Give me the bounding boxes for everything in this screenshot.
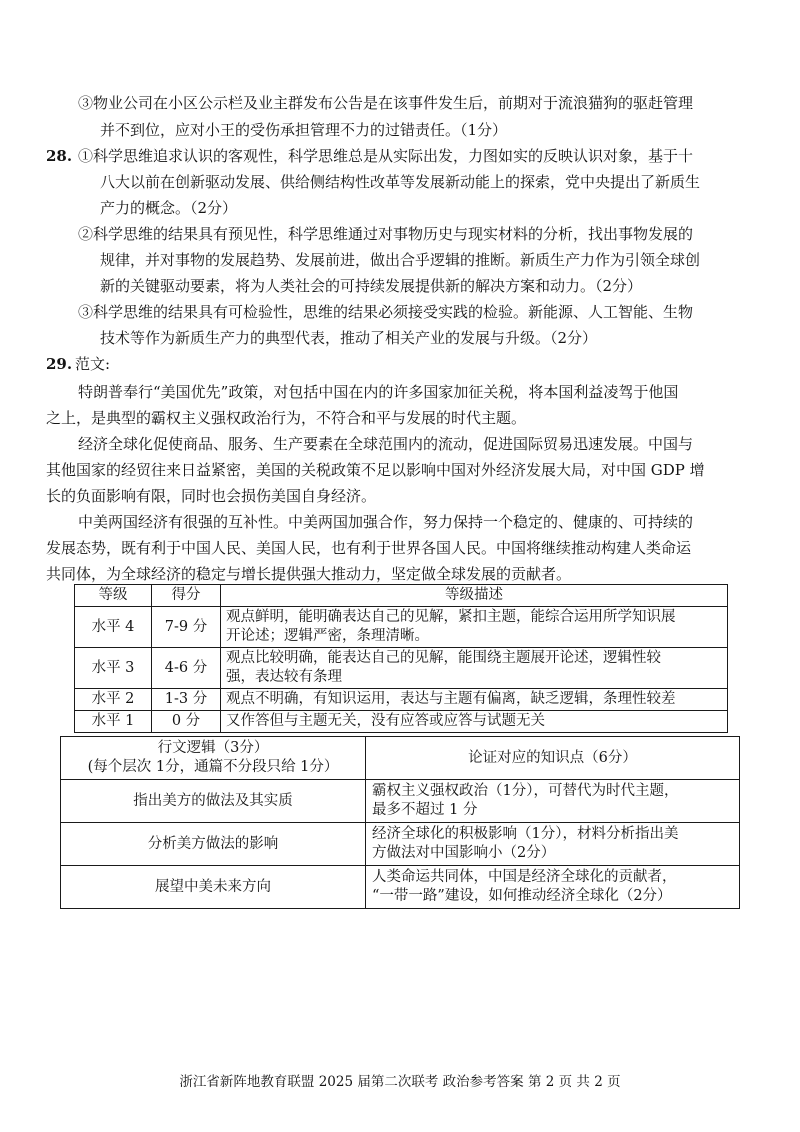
grade-desc (221, 648, 728, 689)
q29-number: 29. (46, 355, 73, 373)
grade-desc-line: 观点比较明确，能表达自己的见解，能围绕主题展开论述，逻辑性较 (226, 650, 661, 666)
q29-para1-line2: 之上，是典型的霸权主义强权政治行为，不符合和平与发展的时代主题。 (46, 409, 527, 427)
knowledge-point-line: 经济全球化的积极影响（1分），材料分析指出美 (372, 826, 679, 842)
q29-para3-line1: 中美两国经济有很强的互补性。中美两国加强合作，努力保持一个稳定的、健康的、可持续的 (78, 513, 694, 531)
table-row (61, 823, 740, 866)
knowledge-point (366, 823, 740, 866)
grade-desc-line: 观点鲜明，能明确表达自己的见解，紧扣主题，能综合运用所学知识展 (226, 609, 676, 625)
q28-item1-line1: ①科学思维追求认识的客观性，科学思维总是从实际出发，力图如实的反映认识对象，基于十 (78, 147, 694, 165)
grade-level: 水平 4 (75, 607, 152, 648)
knowledge-point-line: 人类命运共同体，中国是经济全球化的贡献者， (372, 869, 677, 885)
grade-level: 水平 1 (75, 711, 152, 733)
q29-para2-line2: 其他国家的经贸往来日益紧密，美国的关税政策不足以影响中国对外经济发展大局，对中国 GDP 增 (46, 461, 705, 479)
grade-table (74, 584, 728, 733)
grade-header-desc: 等级描述 (221, 585, 728, 607)
grade-score: 0 分 (152, 711, 221, 733)
table-row (61, 866, 740, 909)
q28-number: 28. (46, 147, 73, 165)
q28-item3-line2: 技术等作为新质生产力的典型代表，推动了相关产业的发展与升级。（2分） (100, 329, 598, 347)
grade-level: 水平 3 (75, 648, 152, 689)
knowledge-point (366, 780, 740, 823)
q29-para1-line1: 特朗普奉行“美国优先”政策，对包括中国在内的许多国家加征关税，将本国利益凌驾于他国 (78, 383, 679, 401)
grade-level: 水平 2 (75, 689, 152, 711)
q27-item3-line2: 并不到位，应对小王的受伤承担管理不力的过错责任。（1分） (100, 121, 508, 139)
grade-score: 4-6 分 (152, 648, 221, 689)
grade-header-score: 得分 (152, 585, 221, 607)
grade-header-level: 等级 (75, 585, 152, 607)
q27-item3-line1: ③物业公司在小区公示栏及业主群发布公告是在该事件发生后，前期对于流浪猫狗的驱赶管理 (78, 94, 694, 112)
q29-para2-line3: 长的负面影响有限，同时也会损伤美国自身经济。 (46, 487, 377, 505)
knowledge-point-line: “一带一路”建设，如何推动经济全球化（2分） (372, 888, 672, 904)
grade-desc-line: 强，表达较有条理 (226, 669, 342, 685)
grade-table-header-row (75, 585, 728, 607)
table-row (75, 689, 728, 711)
table-row (75, 607, 728, 648)
q28-item2-line1: ②科学思维的结果具有预见性，科学思维通过对事物历史与现实材料的分析，找出事物发展的 (78, 225, 694, 243)
logic-step: 展望中美未来方向 (61, 866, 366, 909)
knowledge-point (366, 866, 740, 909)
q28-item3-line1: ③科学思维的结果具有可检验性，思维的结果必须接受实践的检验。新能源、人工智能、生物 (78, 303, 694, 321)
grade-desc: 又作答但与主题无关，没有应答或应答与试题无关 (221, 711, 728, 733)
grade-desc (221, 607, 728, 648)
q29-heading: 范文: (75, 355, 111, 373)
logic-header-left-line2: (每个层次 1分，通篇不分段只给 1分） (87, 759, 339, 775)
q28-item2-line2: 规律，并对事物的发展趋势、发展前进，做出合乎逻辑的推断。新质生产力作为引领全球创 (100, 251, 701, 269)
grade-score: 1-3 分 (152, 689, 221, 711)
q28-item1-line2: 八大以前在创新驱动发展、供给侧结构性改革等发展新动能上的探索，党中央提出了新质生 (100, 173, 701, 191)
logic-header-right: 论证对应的知识点（6分） (366, 737, 740, 780)
grade-desc: 观点不明确，有知识运用，表达与主题有偏离，缺乏逻辑，条理性较差 (221, 689, 728, 711)
q29-para3-line3: 共同体，为全球经济的稳定与增长提供强大推动力，坚定做全球发展的贡献者。 (46, 565, 572, 583)
logic-table (60, 736, 740, 909)
logic-step: 指出美方的做法及其实质 (61, 780, 366, 823)
grade-score: 7-9 分 (152, 607, 221, 648)
table-row (61, 780, 740, 823)
logic-step: 分析美方做法的影响 (61, 823, 366, 866)
page-footer: 浙江省新阵地教育联盟 2025 届第二次联考 政治参考答案 第 2 页 共 2 页 (179, 1074, 621, 1090)
logic-header-left (61, 737, 366, 780)
table-row (75, 711, 728, 733)
grade-desc-line: 开论述；逻辑严密，条理清晰。 (226, 628, 429, 644)
logic-table-header-row (61, 737, 740, 780)
knowledge-point-line: 最多不超过 1 分 (372, 802, 478, 818)
q28-item1-line3: 产力的概念。（2分） (100, 199, 238, 217)
q29-para2-line1: 经济全球化促使商品、服务、生产要素在全球范围内的流动，促进国际贸易迅速发展。中国与 (78, 435, 694, 453)
table-row (75, 648, 728, 689)
knowledge-point-line: 霸权主义强权政治（1分），可替代为时代主题， (372, 783, 679, 799)
logic-header-left-line1: 行文逻辑（3分） (157, 740, 269, 756)
q28-item2-line3: 新的关键驱动要素，将为人类社会的可持续发展提供新的解决方案和动力。（2分） (100, 277, 643, 295)
q29-para3-line2: 发展态势，既有利于中国人民、美国人民，也有利于世界各国人民。中国将继续推动构建人类命运 (46, 539, 692, 557)
knowledge-point-line: 方做法对中国影响小（2分） (372, 845, 556, 861)
